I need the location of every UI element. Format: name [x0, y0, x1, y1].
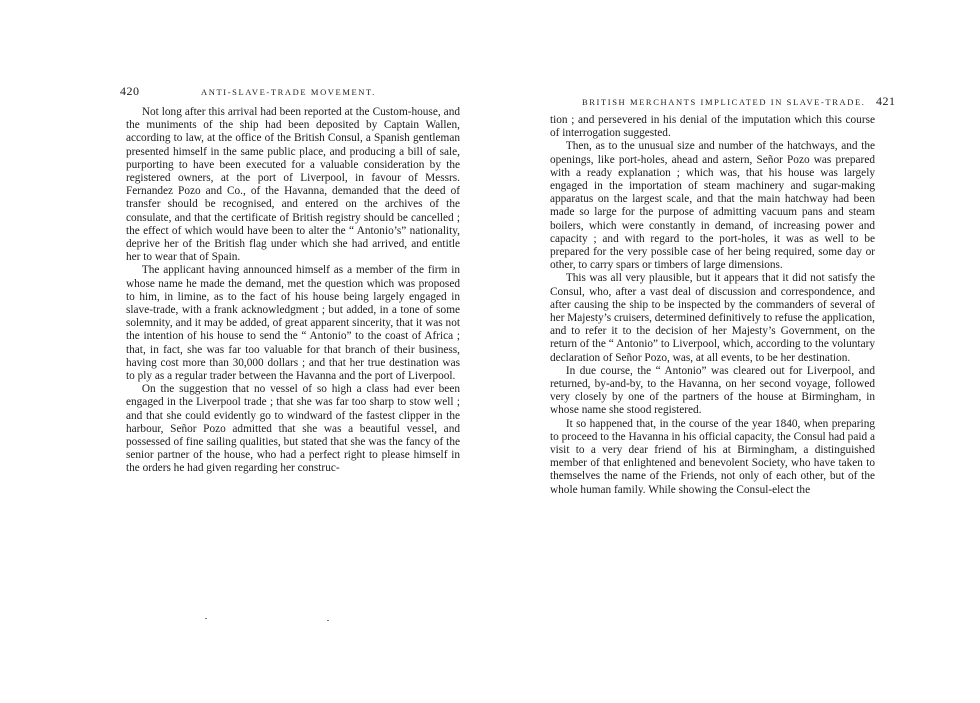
right-paragraph-2: This was all very plausible, but it appears that it did not satisfy the Consul, who, after a vast deal of discussion and correspondence, and after causing the ship to be inspected by the commanders of several of her Majesty’s cruisers, determined definitively to refuse the application, and to refer it to the decision of her Majesty’s Government, on the return of the “ Antonio” to Liverpool, which, according to the voluntary declaration of Señor Pozo, was, at all events, to be her destination. [550, 272, 875, 364]
right-page [490, 0, 980, 703]
left-page-number: 420 [120, 84, 140, 98]
right-paragraph-3: In due course, the “ Antonio” was cleared out for Liverpool, and returned, by-and-by, to the Havanna, on her second voyage, followed very closely by one of the partners of the house at Birmingham, in whose name she stood registered. [550, 364, 875, 417]
left-running-head: ANTI-SLAVE-TRADE MOVEMENT. [201, 87, 376, 97]
right-continuation: tion ; and persevered in his denial of the imputation which this course of interrogation suggested. [550, 114, 875, 140]
left-paragraph-2: The applicant having announced himself as a member of the firm in whose name he made the demand, met the question which was proposed to him, in limine, as to the fact of his house being largely engaged in slave-trade, with a frank acknowledgment ; but added, in a tone of some solemnity, and it may be added, of great apparent sincerity, that it was not the intention of his house to send the “ Antonio” to the coast of Africa ; that, in fact, she was far too valuable for that branch of their business, having cost more than 30,000 dollars ; and that her true destination was to ply as a regular trader between the Havanna and the port of Liverpool. [126, 264, 460, 383]
right-paragraph-4: It so happened that, in the course of the year 1840, when preparing to proceed to the Havanna in his official capacity, the Consul had paid a visit to a very dear friend of his at Birmingham, a distinguished member of that enlightened and benevolent Society, who have taken to themselves the name of the Friends, not only of each other, but of the whole human family. While showing the Consul-elect the [550, 417, 875, 496]
right-body-text [550, 114, 875, 497]
left-paragraph-1: Not long after this arrival had been reported at the Custom-house, and the muniments of the ship had been deposited by Captain Wallen, according to law, at the office of the British Consul, a Spanish gentleman presented himself in the same public place, and producing a bill of sale, purporting to have been executed for a valuable consideration by the registered owners, at the port of Liverpool, in favour of Messrs. Fernandez Pozo and Co., of the Havanna, demanded that the deed of transfer should be recognised, and entered on the archives of the consulate, and that the certificate of British registry should be cancelled ; the effect of which would have been to alter the “ Antonio’s” nationality, deprive her of the British flag under which she had arrived, and entitle her to wear that of Spain. [126, 106, 460, 264]
print-speck [327, 620, 329, 621]
right-page-number: 421 [876, 94, 896, 108]
left-paragraph-3: On the suggestion that no vessel of so high a class had ever been engaged in the Liverpool trade ; that she was far too sharp to stow well ; and that she could evidently go to windward of the fastest clipper in the harbour, Señor Pozo admitted that she was a beautiful vessel, and possessed of fine sailing qualities, but stated that she was the fancy of the senior partner of the house, who had a perfect right to please himself in the orders he had given regarding her construc- [126, 383, 460, 475]
left-body-text [126, 106, 460, 476]
right-running-head: BRITISH MERCHANTS IMPLICATED IN SLAVE-TRADE. [582, 97, 866, 107]
right-paragraph-1: Then, as to the unusual size and number of the hatchways, and the openings, like port-holes, ahead and astern, Señor Pozo was prepared with a ready explanation ; which was, that his house was largely engaged in the importation of steam machinery and sugar-making apparatus on the largest scale, and that the main hatchway had been made so large for the purpose of admitting vacuum pans and steam boilers, which were constantly in demand, of increasing power and capacity ; and with regard to the port-holes, it was as well to be prepared for the very possible case of her being required, some day or other, to carry spars or timbers of large dimensions. [550, 140, 875, 272]
print-speck [205, 618, 207, 619]
